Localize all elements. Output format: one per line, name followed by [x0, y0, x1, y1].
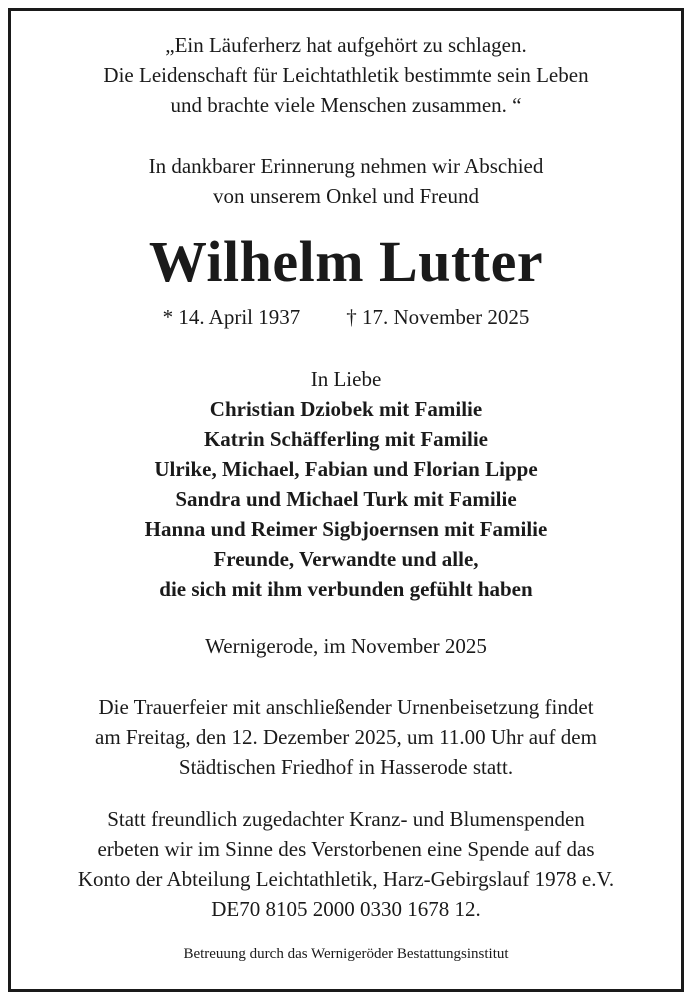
place-and-date: Wernigerode, im November 2025: [205, 634, 487, 658]
farewell-intro: [11, 151, 681, 211]
quote-line: „Ein Läuferherz hat aufgehört zu schlagen.: [165, 33, 527, 57]
funeral-line: Die Trauerfeier mit anschließender Urnenbeisetzung findet: [98, 695, 594, 719]
birth-date: * 14. April 1937: [162, 305, 301, 329]
memorial-quote: [11, 30, 681, 120]
quote-line: und brachte viele Menschen zusammen. “: [170, 93, 522, 117]
intro-line: In dankbarer Erinnerung nehmen wir Abschied: [148, 154, 544, 178]
mourner-line: Ulrike, Michael, Fabian und Florian Lippe: [154, 457, 538, 481]
life-dates: [11, 302, 681, 332]
death-date: † 17. November 2025: [346, 305, 530, 329]
intro-line: von unserem Onkel und Freund: [213, 184, 479, 208]
donation-line: erbeten wir im Sinne des Verstorbenen eine Spende auf das: [97, 837, 595, 861]
funeral-line: am Freitag, den 12. Dezember 2025, um 11.00 Uhr auf dem: [95, 725, 597, 749]
mourner-line: Christian Dziobek mit Familie: [209, 397, 483, 421]
funeral-line: Städtischen Friedhof in Hasserode statt.: [178, 755, 514, 779]
mourner-line: Hanna und Reimer Sigbjoernsen mit Familie: [144, 517, 548, 541]
in-love-label: In Liebe: [310, 367, 382, 391]
donation-line: Statt freundlich zugedachter Kranz- und Blumenspenden: [107, 807, 585, 831]
funeral-home-credit: Betreuung durch das Wernigeröder Bestattungsinstitut: [183, 946, 509, 962]
donation-request: [11, 804, 681, 924]
donation-iban: DE70 8105 2000 0330 1678 12.: [211, 897, 481, 921]
mourner-line: die sich mit ihm verbunden gefühlt haben: [159, 577, 533, 601]
obituary-notice: [8, 8, 684, 992]
mourner-line: Katrin Schäfferling mit Familie: [203, 427, 489, 451]
deceased-name: Wilhelm Lutter: [148, 229, 544, 294]
donation-line: Konto der Abteilung Leichtathletik, Harz-Gebirgslauf 1978 e.V.: [77, 867, 615, 891]
mourner-line: Freunde, Verwandte und alle,: [213, 547, 479, 571]
mourners-list: [11, 364, 681, 604]
funeral-details: [11, 692, 681, 782]
mourner-line: Sandra und Michael Turk mit Familie: [175, 487, 517, 511]
quote-line: Die Leidenschaft für Leichtathletik bestimmte sein Leben: [103, 63, 589, 87]
